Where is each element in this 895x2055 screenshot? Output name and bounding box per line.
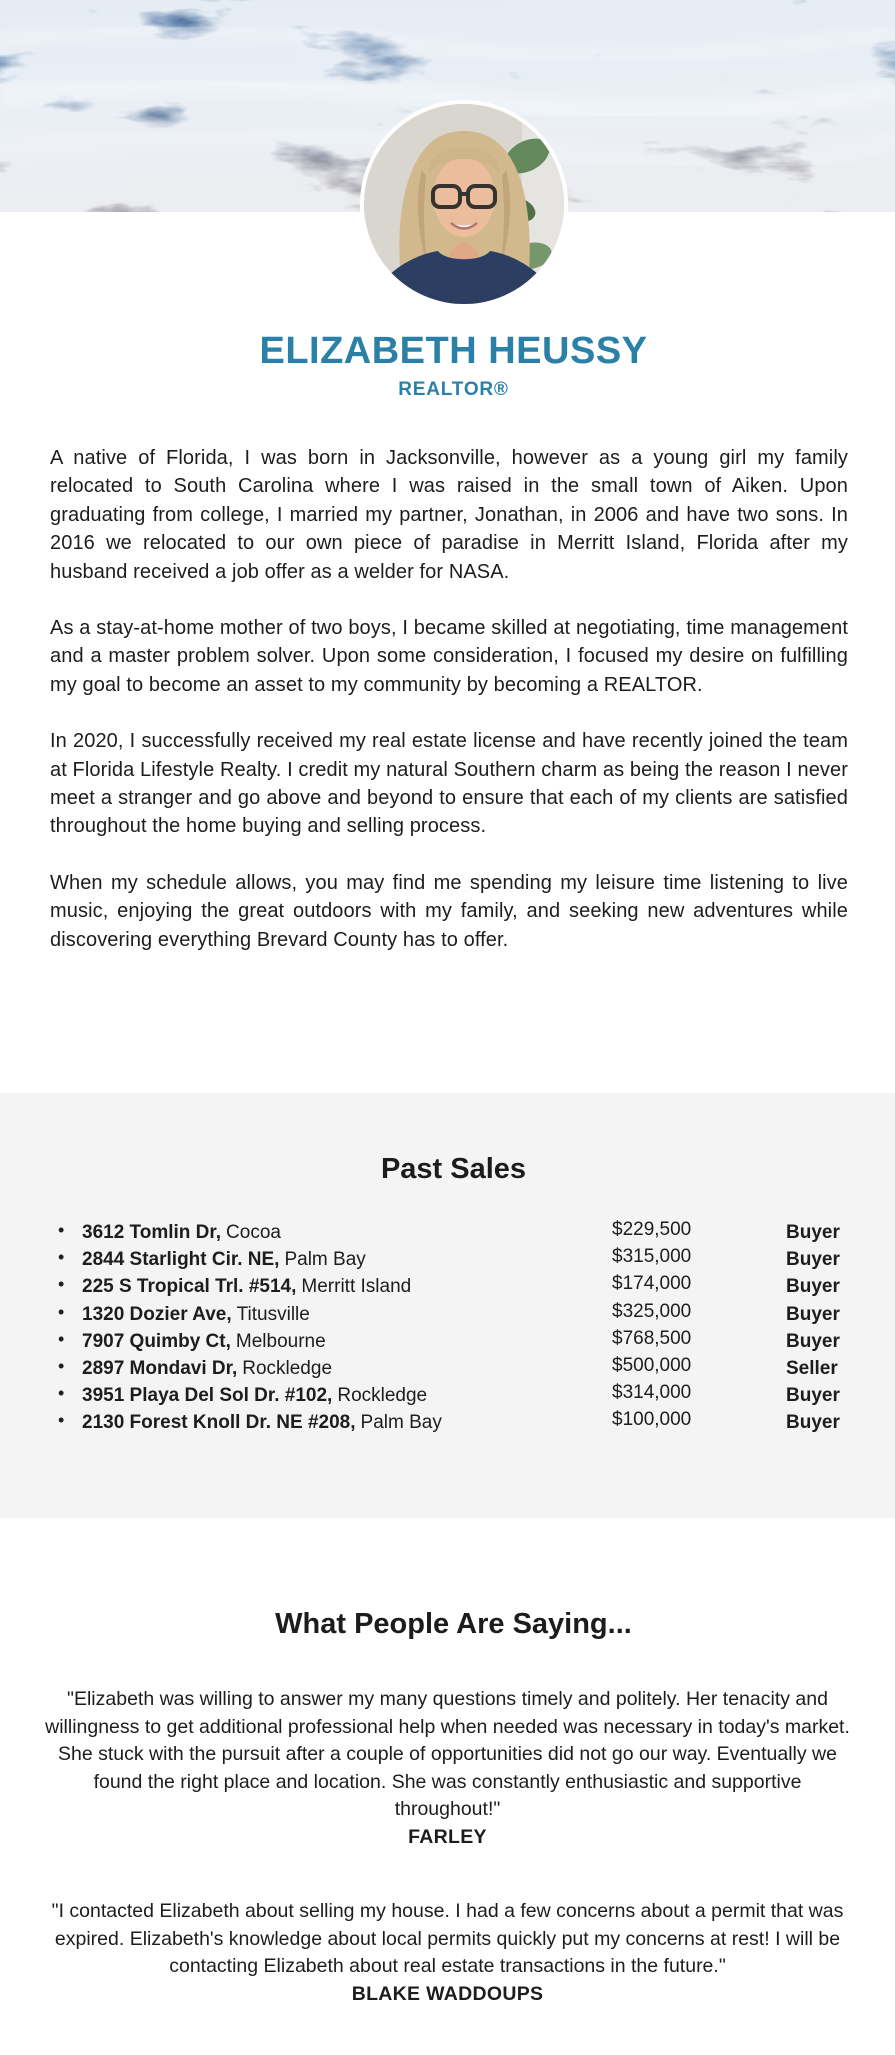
sale-price: $768,500 (612, 1327, 692, 1349)
avatar (360, 100, 568, 308)
testimonial-author: FARLEY (408, 1825, 487, 1848)
bullet-icon: • (58, 1220, 65, 1240)
sale-price: $314,000 (612, 1382, 692, 1404)
bullet-icon: • (58, 1410, 65, 1431)
past-sales-list (0, 1219, 895, 1437)
sale-row (0, 1328, 895, 1355)
testimonial (45, 1898, 850, 2008)
sale-row (0, 1246, 895, 1273)
bullet-icon: • (58, 1328, 65, 1349)
past-sales-title: Past Sales (380, 1153, 527, 1185)
bio-paragraph: A native of Florida, I was born in Jacksonville, however as a young girl my family relocated to South Carolina where I was raised in the small town of Aiken. Upon graduating from college, I married my partner, Jonathan, in 2006 and have two sons. In 2016 we relocated to our own piece of paradise in Merritt Island, Florida after my husband received a job offer as a welder for NASA. (50, 447, 848, 583)
sale-address: 3612 Tomlin Dr, Cocoa (82, 1222, 281, 1243)
agent-bio (50, 444, 848, 982)
bio-paragraph: As a stay-at-home mother of two boys, I became skilled at negotiating, time management and a master problem solver. Upon some consideration, I focused my desire on fulfilling my goal to become an asset to my community by becoming a REALTOR. (50, 617, 848, 696)
testimonials-title: What People Are Saying... (275, 1608, 632, 1640)
sale-role: Buyer (786, 1412, 840, 1434)
sale-address: 2844 Starlight Cir. NE, Palm Bay (82, 1249, 366, 1271)
sale-row (0, 1301, 895, 1328)
sale-role: Buyer (786, 1303, 840, 1325)
bullet-icon: • (58, 1383, 65, 1404)
sale-address: 1320 Dozier Ave, Titusville (82, 1303, 310, 1325)
sale-role: Buyer (786, 1330, 840, 1352)
agent-title: REALTOR® (398, 379, 509, 400)
bullet-icon: • (58, 1355, 65, 1376)
bio-paragraph: When my schedule allows, you may find me spending my leisure time listening to live music, enjoying the great outdoors with my family, and seeking new adventures while discovering everything Brevard County has to offer. (50, 871, 848, 951)
testimonial (45, 1686, 850, 1851)
bio-paragraph: In 2020, I successfully received my real estate license and have recently joined the team at Florida Lifestyle Realty. I credit my natural Southern charm as being the reason I never meet a stranger and go above and beyond to ensure that each of my clients are satisfied throughout the home buying and selling process. (50, 730, 849, 838)
testimonial-quote: "Elizabeth was willing to answer my many questions timely and politely. Her tenacity and willingness to get additional professional help when needed was necessary in today's market. She stuck with the pursuit after a couple of opportunities did not go our way. Eventually we found the right place and location. She was constantly enthusiastic and supportive throughout!" (45, 1688, 850, 1820)
bullet-icon: • (58, 1247, 65, 1268)
sale-price: $325,000 (612, 1300, 692, 1322)
agent-name: ELIZABETH HEUSSY (259, 330, 648, 372)
sale-address: 2130 Forest Knoll Dr. NE #208, Palm Bay (82, 1412, 442, 1434)
sale-row (0, 1355, 895, 1382)
sale-address: 3951 Playa Del Sol Dr. #102, Rockledge (82, 1385, 428, 1407)
sale-row (0, 1382, 895, 1409)
testimonial-quote: "I contacted Elizabeth about selling my house. I had a few concerns about a permit that was expired. Elizabeth's knowledge about local permits quickly put my concerns at rest! I will be contacting Elizabeth about real estate transactions in the future." (51, 1900, 844, 1977)
sale-role: Buyer (786, 1249, 840, 1271)
sale-price: $500,000 (612, 1354, 692, 1376)
sale-role: Buyer (786, 1222, 840, 1243)
past-sales-section (0, 1093, 895, 1518)
bullet-icon: • (58, 1274, 65, 1295)
sale-price: $100,000 (612, 1409, 692, 1431)
bullet-icon: • (58, 1301, 65, 1322)
sale-role: Buyer (786, 1276, 840, 1298)
sale-row (0, 1219, 895, 1246)
sale-price: $315,000 (612, 1246, 692, 1268)
sale-row (0, 1409, 895, 1436)
testimonial-author: BLAKE WADDOUPS (351, 1982, 544, 2005)
sale-role: Seller (786, 1357, 838, 1379)
sale-price: $174,000 (612, 1273, 692, 1295)
sale-role: Buyer (786, 1385, 840, 1407)
sale-address: 225 S Tropical Trl. #514, Merritt Island (82, 1276, 412, 1298)
sale-address: 2897 Mondavi Dr, Rockledge (82, 1357, 333, 1379)
sale-price: $229,500 (612, 1219, 692, 1240)
sale-row (0, 1273, 895, 1300)
sale-address: 7907 Quimby Ct, Melbourne (82, 1330, 326, 1352)
